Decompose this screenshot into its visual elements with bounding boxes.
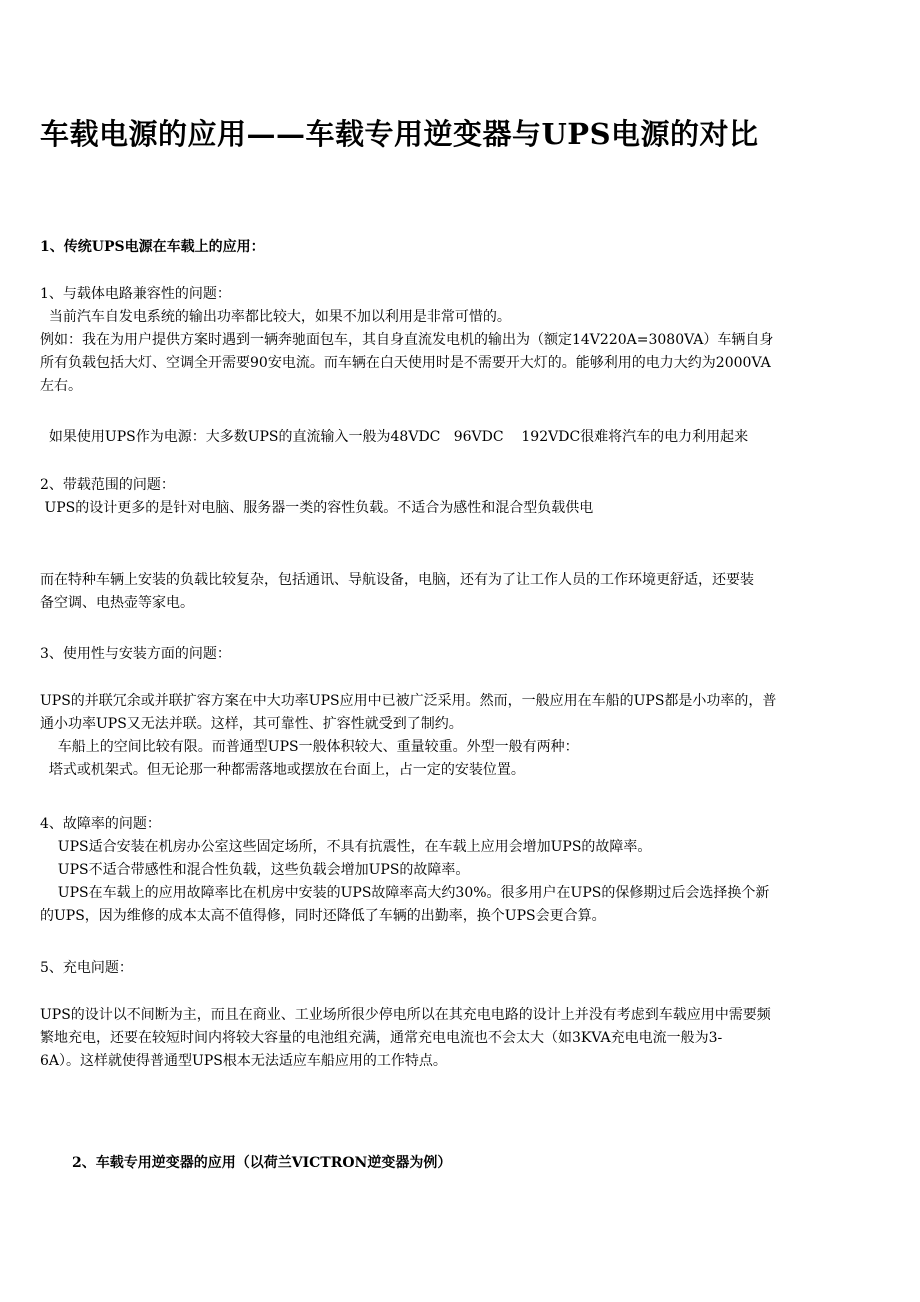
subsection-1-intro: 当前汽车自发电系统的输出功率都比较大，如果不加以利用是非常可惜的。 — [40, 309, 511, 325]
subsection-1-ups-note: 如果使用UPS作为电源：大多数UPS的直流输入一般为48VDC 96VDC 192VDC很难将汽车的电力利用起来 — [40, 429, 749, 445]
subsection-2-heading: 2、带载范围的问题： — [40, 477, 175, 493]
paragraph-line: 通小功率UPS又无法并联。这样，其可靠性、扩容性就受到了制约。 — [40, 716, 463, 732]
paragraph-line: 塔式或机架式。但无论那一种都需落地或摆放在台面上，占一定的安装位置。 — [40, 762, 525, 778]
paragraph-line: UPS在车载上的应用故障率比在机房中安装的UPS故障率高大约30%。很多用户在UPS的保修期过后会选择换个新 — [40, 885, 770, 901]
paragraph-line: 备空调、电热壶等家电。 — [40, 595, 194, 611]
paragraph-line: 例如：我在为用户提供方案时遇到一辆奔驰面包车，其自身直流发电机的输出为（额定14V220A=3080VA）车辆自身 — [40, 332, 774, 348]
document-title: 车载电源的应用——车载专用逆变器与UPS电源的对比 — [40, 117, 759, 151]
subsection-5-heading: 5、充电问题： — [40, 960, 133, 976]
subsection-1-paragraph — [40, 329, 885, 398]
paragraph-line: UPS的设计以不间断为主，而且在商业、工业场所很少停电所以在其充电电路的设计上并没有考虑到车载应用中需要频 — [40, 1007, 771, 1023]
paragraph-line: UPS的并联冗余或并联扩容方案在中大功率UPS应用中已被广泛采用。然而，一般应用在车船的UPS都是小功率的，普 — [40, 693, 777, 709]
paragraph-line: 车船上的空间比较有限。而普通型UPS一般体积较大、重量较重。外型一般有两种： — [40, 739, 579, 755]
paragraph-line: UPS不适合带感性和混合性负载，这些负载会增加UPS的故障率。 — [40, 862, 470, 878]
subsection-4-heading: 4、故障率的问题： — [40, 816, 161, 832]
subsection-3-heading: 3、使用性与安装方面的问题： — [40, 646, 231, 662]
paragraph-line: 而在特种车辆上安装的负载比较复杂，包括通讯、导航设备，电脑，还有为了让工作人员的工作环境更舒适，还要装 — [40, 572, 754, 588]
section2-heading: 2、车载专用逆变器的应用（以荷兰VICTRON逆变器为例） — [72, 1155, 452, 1171]
subsection-1-heading: 1、与载体电路兼容性的问题： — [40, 286, 231, 302]
subsection-2-intro: UPS的设计更多的是针对电脑、服务器一类的容性负载。不适合为感性和混合型负载供电 — [40, 500, 594, 516]
paragraph-line: 所有负载包括大灯、空调全开需要90安电流。而车辆在白天使用时是不需要开大灯的。能够利用的电力大约为2000VA — [40, 355, 771, 371]
paragraph-line: 的UPS，因为维修的成本太高不值得修，同时还降低了车辆的出勤率，换个UPS会更合算。 — [40, 908, 606, 924]
subsection-4-paragraph — [40, 836, 885, 928]
subsection-3-paragraph — [40, 690, 885, 782]
subsection-2-paragraph — [40, 569, 885, 615]
subsection-5-paragraph — [40, 1004, 885, 1073]
paragraph-line: UPS适合安装在机房办公室这些固定场所，不具有抗震性，在车载上应用会增加UPS的故障率。 — [40, 839, 652, 855]
section1-heading: 1、传统UPS电源在车载上的应用： — [40, 239, 265, 255]
paragraph-line: 6A）。这样就使得普通型UPS根本无法适应车船应用的工作特点。 — [40, 1053, 447, 1069]
paragraph-line: 左右。 — [40, 378, 82, 394]
paragraph-line: 繁地充电，还要在较短时间内将较大容量的电池组充满，通常充电电流也不会太大（如3KVA充电电流一般为3- — [40, 1030, 723, 1046]
